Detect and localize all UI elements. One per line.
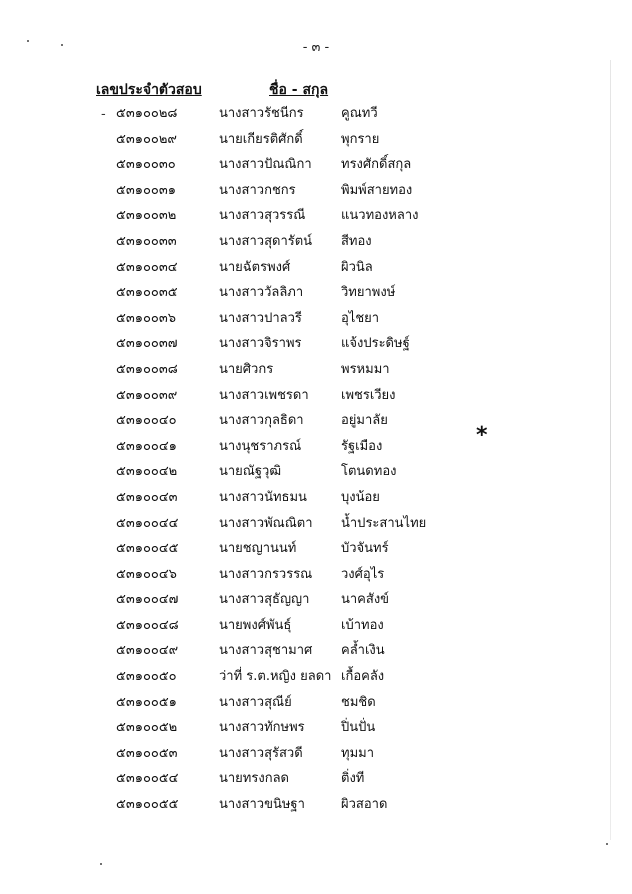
exam-id-cell: ๕๓๑๐๐๕๒	[116, 720, 178, 736]
last-name-cell: บุงน้อย	[341, 489, 380, 505]
last-name-cell: เบ้าทอง	[341, 617, 384, 633]
first-name-cell: นางสาววัลลิภา	[219, 285, 304, 301]
last-name-cell: ปิ่นปั่น	[341, 720, 376, 736]
last-name-cell: แจ้งประดิษฐ์	[341, 336, 410, 352]
table-row	[0, 462, 632, 488]
exam-id-cell: ๕๓๑๐๐๓๘	[116, 361, 178, 377]
table-row	[0, 360, 632, 386]
first-name-cell: นางสาวสุชามาศ	[219, 643, 313, 659]
scan-speck	[61, 44, 63, 46]
exam-id-cell: ๕๓๑๐๐๔๒	[116, 464, 178, 480]
first-name-cell: นางสาวจิราพร	[219, 336, 302, 352]
leading-dash: -	[101, 107, 106, 122]
exam-id-cell: ๕๓๑๐๐๓๑	[116, 182, 176, 198]
table-row	[0, 232, 632, 258]
table-row	[0, 590, 632, 616]
last-name-cell: ผิวนิล	[341, 259, 373, 275]
exam-id-cell: ๕๓๑๐๐๔๙	[116, 643, 179, 659]
last-name-cell: อุไชยา	[341, 310, 380, 326]
table-row	[0, 437, 632, 463]
exam-id-cell: ๕๓๑๐๐๔๖	[116, 566, 177, 582]
first-name-cell: นางสาวสุธัญญา	[219, 592, 310, 608]
table-row	[0, 667, 632, 693]
exam-id-cell: ๕๓๑๐๐๓๖	[116, 310, 176, 326]
table-row	[0, 309, 632, 335]
table-row	[0, 104, 632, 130]
first-name-cell: ว่าที่ ร.ต.หญิง ยลดา	[219, 669, 332, 685]
table-row	[0, 769, 632, 795]
first-name-cell: นางสาวเพชรดา	[219, 387, 309, 403]
first-name-cell: นายศิวกร	[219, 361, 274, 377]
last-name-cell: ชมชิด	[341, 694, 376, 710]
last-name-cell: ทุมมา	[341, 745, 375, 761]
exam-id-cell: ๕๓๑๐๐๕๕	[116, 797, 179, 813]
exam-id-cell: ๕๓๑๐๐๒๘	[116, 106, 178, 121]
last-name-cell: น้ำประสานไทย	[341, 515, 427, 531]
table-row	[0, 155, 632, 181]
scan-speck	[100, 863, 102, 865]
first-name-cell: นางนุชราภรณ์	[219, 438, 302, 454]
table-row	[0, 488, 632, 514]
exam-id-cell: ๕๓๑๐๐๔๑	[116, 438, 177, 454]
last-name-cell: สีทอง	[341, 233, 372, 249]
first-name-cell: นายเกียรติศักดิ์	[219, 131, 303, 147]
exam-id-cell: ๕๓๑๐๐๓๙	[116, 387, 178, 403]
last-name-cell: พิมพ์สายทอง	[341, 182, 413, 198]
last-name-cell: นาคสังข์	[341, 592, 390, 608]
last-name-cell: โตนดทอง	[341, 464, 397, 480]
first-name-cell: นางสาวปัณณิกา	[219, 157, 312, 173]
last-name-cell: คล้ำเงิน	[341, 643, 385, 659]
last-name-cell: เกื้อคลัง	[341, 669, 385, 685]
last-name-cell: แนวทองหลาง	[341, 208, 419, 224]
exam-id-cell: ๕๓๑๐๐๕๐	[116, 669, 177, 685]
last-name-cell: คูณทวี	[341, 106, 378, 121]
header-exam-id: เลขประจำตัวสอบ	[96, 82, 202, 98]
first-name-cell: นางสาวสุดารัตน์	[219, 233, 313, 249]
first-name-cell: นางสาวสุณีย์	[219, 694, 292, 710]
exam-id-cell: ๕๓๑๐๐๕๑	[116, 694, 177, 710]
last-name-cell: ติ่งที	[341, 771, 365, 787]
table-row	[0, 565, 632, 591]
first-name-cell: นางสาวนัทธมน	[219, 489, 307, 505]
first-name-cell: นางสาวพัณณิตา	[219, 515, 313, 531]
last-name-cell: เพชรเวียง	[341, 387, 396, 403]
exam-id-cell: ๕๓๑๐๐๓๐	[116, 157, 176, 173]
first-name-cell: นางสาวสุวรรณี	[219, 208, 306, 224]
table-row	[0, 130, 632, 156]
last-name-cell: ผิวสอาด	[341, 797, 388, 813]
asterisk-mark: *	[476, 423, 488, 448]
header-name: ชื่อ - สกุล	[269, 82, 329, 98]
first-name-cell: นายณัฐวุฒิ	[219, 464, 282, 480]
exam-id-cell: ๕๓๑๐๐๕๓	[116, 745, 178, 761]
exam-id-cell: ๕๓๑๐๐๓๔	[116, 259, 178, 275]
first-name-cell: นางสาวกชกร	[219, 182, 296, 198]
last-name-cell: วิทยาพงษ์	[341, 285, 396, 301]
exam-id-cell: ๕๓๑๐๐๓๕	[116, 285, 178, 301]
exam-id-cell: ๕๓๑๐๐๕๔	[116, 771, 179, 787]
table-row	[0, 181, 632, 207]
exam-id-cell: ๕๓๑๐๐๔๐	[116, 413, 177, 429]
last-name-cell: พรหมมา	[341, 361, 390, 377]
first-name-cell: นางสาวทักษพร	[219, 720, 305, 736]
exam-id-cell: ๕๓๑๐๐๔๔	[116, 515, 179, 531]
first-name-cell: นายทรงกลด	[219, 771, 289, 787]
table-row	[0, 283, 632, 309]
last-name-cell: พุกราย	[341, 131, 380, 147]
table-row	[0, 744, 632, 770]
exam-id-cell: ๕๓๑๐๐๒๙	[116, 131, 177, 147]
table-row	[0, 718, 632, 744]
table-row	[0, 641, 632, 667]
exam-id-cell: ๕๓๑๐๐๔๗	[116, 592, 179, 608]
last-name-cell: ทรงศักดิ์สกุล	[341, 157, 412, 173]
first-name-cell: นางสาวสุรัสวดี	[219, 745, 303, 761]
first-name-cell: นางสาวรัชนีกร	[219, 106, 304, 121]
table-row	[0, 693, 632, 719]
first-name-cell: นายฉัตรพงศ์	[219, 259, 291, 275]
table-row	[0, 514, 632, 540]
exam-id-cell: ๕๓๑๐๐๓๒	[116, 208, 177, 224]
last-name-cell: บัวจันทร์	[341, 541, 389, 557]
page-number: - ๓ -	[302, 40, 330, 55]
candidate-list	[0, 104, 632, 821]
table-row	[0, 411, 632, 437]
table-row	[0, 334, 632, 360]
last-name-cell: อยู่มาลัย	[341, 413, 388, 429]
first-name-cell: นางสาวกุลธิดา	[219, 413, 304, 429]
first-name-cell: นายพงศ์พันธุ์	[219, 617, 292, 633]
exam-id-cell: ๕๓๑๐๐๔๘	[116, 617, 179, 633]
table-row	[0, 258, 632, 284]
scan-edge-line	[610, 60, 611, 840]
table-row	[0, 795, 632, 821]
last-name-cell: รัฐเมือง	[341, 438, 383, 454]
first-name-cell: นางสาวกรวรรณ	[219, 566, 313, 582]
table-row	[0, 616, 632, 642]
first-name-cell: นางสาวปาลวรี	[219, 310, 302, 326]
table-row	[0, 539, 632, 565]
exam-id-cell: ๕๓๑๐๐๔๕	[116, 541, 179, 557]
table-row	[0, 206, 632, 232]
first-name-cell: นายชญานนท์	[219, 541, 297, 557]
last-name-cell: วงศ์อุไร	[341, 566, 385, 582]
exam-id-cell: ๕๓๑๐๐๓๓	[116, 233, 177, 249]
scan-speck	[27, 40, 29, 42]
scan-speck	[606, 843, 608, 845]
exam-id-cell: ๕๓๑๐๐๔๓	[116, 489, 178, 505]
first-name-cell: นางสาวขนิษฐา	[219, 797, 305, 813]
table-row	[0, 386, 632, 412]
exam-id-cell: ๕๓๑๐๐๓๗	[116, 336, 178, 352]
